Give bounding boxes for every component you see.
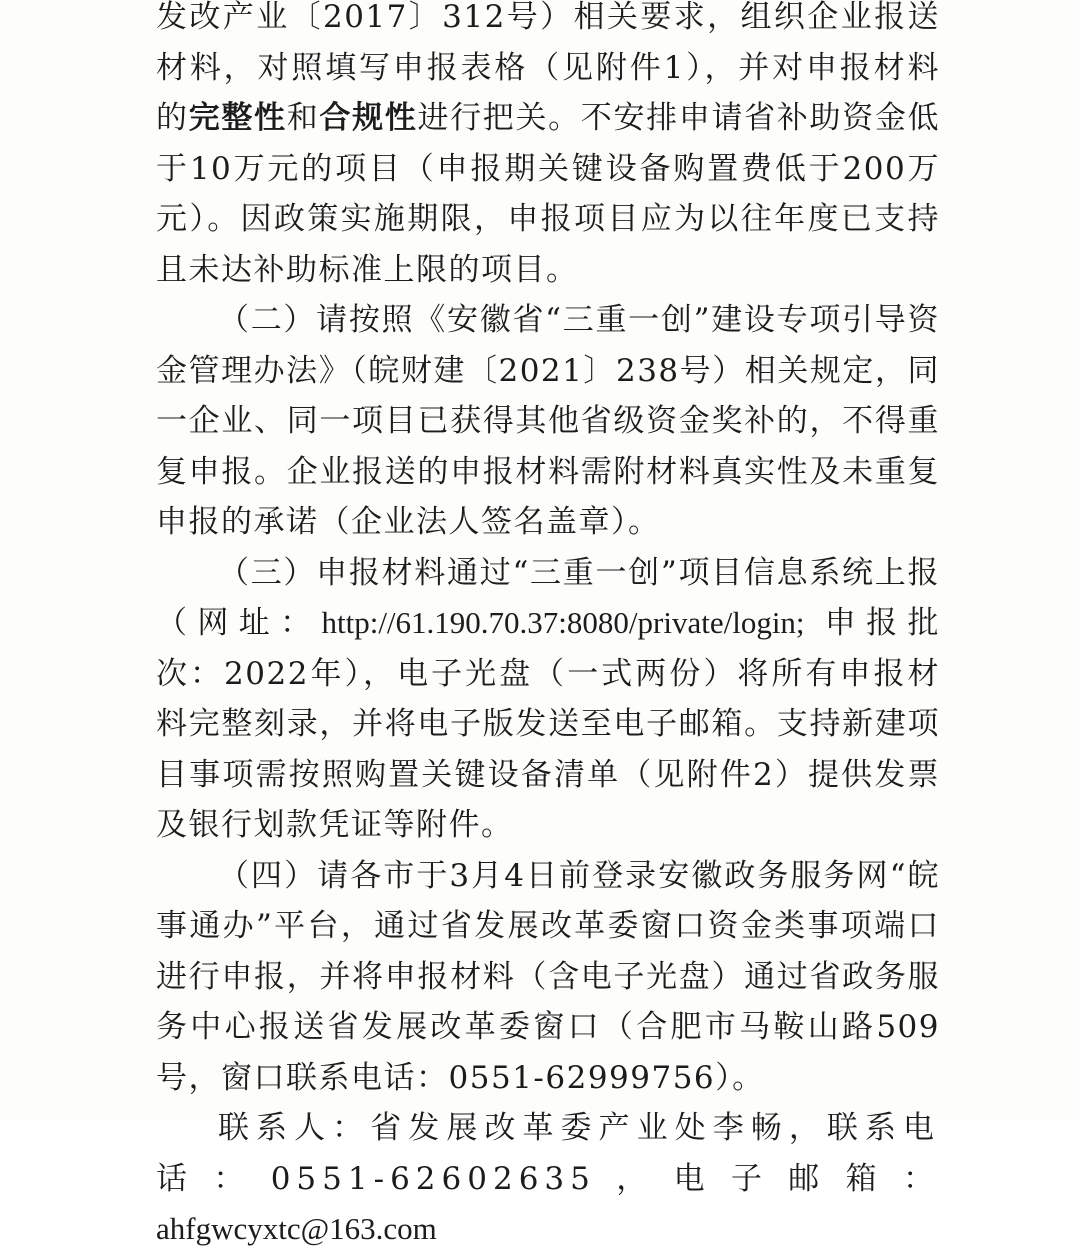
contact-paragraph: [156, 1103, 940, 1255]
paragraph-text: 进行把关。不安排申请省补助资金低于10万元的项目（申报期关键设备购置费低于200万元）。因政策实施期限，申报项目应为以往年度已支持且未达补助标准上限的项目。: [156, 100, 941, 288]
paragraph-text: 发改产业〔2017〕312号）相关要求，组织企业报送材料，对照填写申报表格（见附件1），并对申报材料的: [156, 0, 940, 136]
paragraph-text: 和: [286, 100, 320, 136]
document-body: [156, 0, 940, 1255]
paragraph-text: 申报批次：2022年），电子光盘（一式两份）将所有申报材料完整刻录，并将电子版发送至电子邮箱。支持新建项目事项需按照购置关键设备清单（见附件2）提供发票及银行划款凭证等附件。: [156, 605, 941, 843]
paragraph-item-two: （二）请按照《安徽省“三重一创”建设专项引导资金管理办法》（皖财建〔2021〕238号）相关规定，同一企业、同一项目已获得其他省级资金奖补的，不得重复申报。企业报送的申报材料需附材料真实性及未重复申报的承诺（企业法人签名盖章）。: [156, 302, 940, 540]
paragraph-text: （三）申报材料通过“三重一创”项目信息系统上报（网址：: [156, 554, 940, 641]
paragraph-policy-requirements: [156, 0, 940, 295]
paragraph-item-four: （四）请各市于3月4日前登录安徽政务服务网“皖事通办”平台，通过省发展改革委窗口资金类事项端口进行申报，并将申报材料（含电子光盘）通过省政务服务中心报送省发展改革委窗口（合肥市马鞍山路509号，窗口联系电话：0551-62999756）。: [156, 857, 940, 1096]
system-url-link[interactable]: http://61.190.70.37:8080/private/login;: [321, 605, 805, 640]
contact-text: 联系人：省发展改革委产业处李畅，联系电话：0551-62602635，电子邮箱：: [156, 1110, 940, 1197]
term-completeness: 完整性: [188, 100, 287, 136]
term-compliance: 合规性: [319, 100, 418, 136]
paragraph-item-three: [156, 548, 940, 851]
contact-email-link[interactable]: ahfgwcyxtc@163.com: [156, 1211, 437, 1246]
